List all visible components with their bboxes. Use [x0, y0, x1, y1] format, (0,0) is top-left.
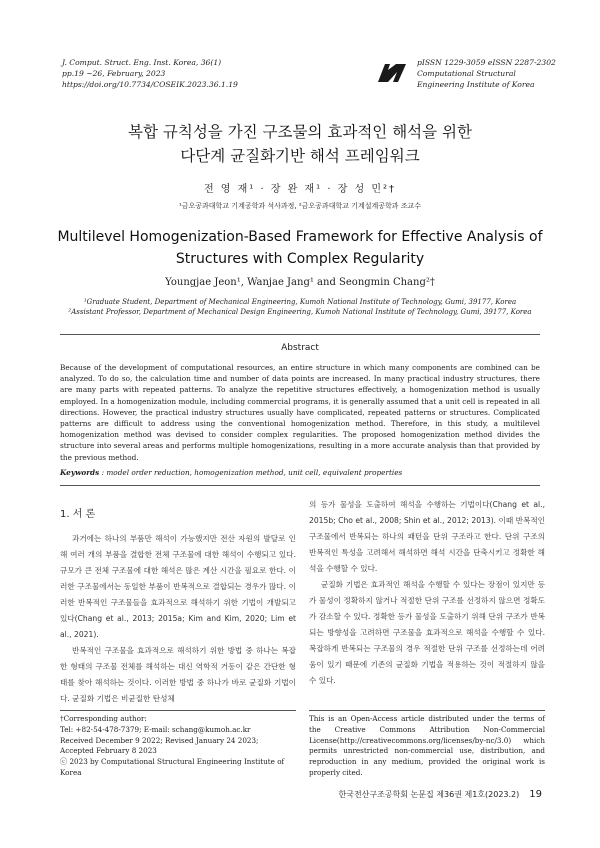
korean-title: [0, 120, 600, 168]
english-title: [0, 226, 600, 270]
contact-info: Tel: +82-54-478-7379; E-mail: schang@kumoh.ac.kr: [60, 724, 251, 734]
journal-doi[interactable]: https://doi.org/10.7734/COSEIK.2023.36.1.19: [62, 80, 238, 89]
intro-paragraph-1: 과거에는 하나의 부품만 해석이 가능했지만 전산 자원의 발달로 인해 여러 개의 부품을 결합한 전체 구조물에 대한 해석이 수행되고 있다. 규모가 큰 전체 구조물에 대한 해석은 많은 계산 시간을 필요로 한다. 이러한 구조물에서는 동일한 부품이 반복적으로 결합되는 경우가 많다. 이러한 반복적인 구조물들을 효과적으로 해석하기 위한 기법이 개발되고 있다(Chang et al., 2013; 2015a; Kim and Kim, 2020; Lim et al., 2021).: [60, 534, 296, 639]
journal-footer-text: 한국전산구조공학회 논문집 제36권 제1호(2023.2): [338, 790, 520, 799]
right-column-body: [309, 497, 545, 689]
cosek-logo-icon: [376, 62, 408, 84]
accepted-date: Accepted February 8 2023: [60, 746, 157, 756]
corresponding-author-label: †Corresponding author:: [60, 714, 147, 723]
affiliation-1: ¹Graduate Student, Department of Mechanical Engineering, Kumoh National Institute of Technology, Gumi, 39177, Korea: [83, 298, 517, 306]
abstract-bottom-rule: [60, 485, 540, 486]
english-title-line1: Multilevel Homogenization-Based Framework for Effective Analysis of: [57, 229, 543, 245]
abstract-body: Because of the development of computational resources, an entire structure in which many components are combined can be analyzed. To do so, the calculation time and number of data points are increased. In many practical industry structures, there are many parts with repeated patterns. To analyze the repetitive structures effectively, a homogenization method is usually employed. In a homogenization module, including commercial programs, it is generally assumed that a unit cell is repeated in all directions. However, the practical industry structures usually have complicated, repeated patterns or structures. Complicated patterns are difficult to address using the conventional homogenization method. Therefore, in this study, a multilevel homogenization method was devised to consider complex regularities. The proposed homogenization method divides the structure into several areas and performs multiple homogenizations, resulting in a more accurate analysis than that provided by the previous method.: [60, 363, 540, 462]
open-access-notice: This is an Open-Access article distributed under the terms of the Creative Commons Attribution Non-Commercial License(http://creativecommons.org/licenses/by-nc/3.0) which permits unrestricted non-commercial use, distribution, and reproduction in any medium, provided the original work is properly cited.: [309, 714, 545, 777]
affiliation-2: ²Assistant Professor, Department of Mechanical Design Engineering, Kumoh National Institute of Technology, Gumi, 39177, Korea: [68, 308, 532, 316]
journal-pages: pp.19 ~26, February, 2023: [62, 69, 166, 78]
intro-paragraph-4: 균질화 기법은 효과적인 해석을 수행할 수 있다는 장점이 있지만 등가 물성이 정확하지 않거나 적절한 단위 구조를 선정하지 않으면 정확도가 감소할 수 있다. 정확한 등가 물성을 도출하기 위해 단위 구조가 반복되는 방향성을 고려하면 구조물을 효과적으로 해석을 수행할 수 있다. 복잡하게 반복되는 구조물의 경우 적절한 단위 구조를 선정하는데 어려움이 있기 때문에 기존의 균질화 기법을 적용하는 것이 적절하지 않을 수 있다.: [309, 580, 545, 685]
keywords: [60, 468, 402, 477]
abstract-top-rule: [60, 334, 540, 335]
page-number: 19: [529, 789, 542, 800]
footnote-rule-left: [60, 710, 296, 711]
received-dates: Received December 9 2022; Revised January 24 2023;: [60, 735, 259, 745]
journal-header-left: [62, 57, 238, 90]
english-affiliation: [0, 297, 600, 317]
section-heading-introduction: 1. 서 론: [60, 509, 96, 520]
issn: pISSN 1229-3059 eISSN 2287-2302: [417, 58, 556, 67]
korean-authors: 전 영 재¹ · 장 완 재¹ · 장 성 민²†: [203, 184, 397, 195]
journal-header-right: [417, 57, 556, 90]
english-authors: Youngjae Jeon¹, Wanjae Jang¹ and Seongmin Chang²†: [165, 277, 435, 288]
abstract-heading: Abstract: [281, 343, 319, 353]
keywords-list: : model order reduction, homogenization method, unit cell, equivalent properties: [101, 468, 403, 477]
journal-footer: [338, 789, 542, 800]
corresponding-author-footnote: [60, 714, 296, 779]
footnote-rule-right: [309, 710, 545, 711]
intro-paragraph-3: 의 등가 물성을 도출하여 해석을 수행하는 기법이다(Chang et al., 2015b; Cho et al., 2008; Shin et al., 2012; 2013). 이때 반복적인 구조물에서 반복되는 하나의 패턴을 단위 구조라고 한다. 단위 구조의 반복적인 특성을 고려해서 해석하면 해석 시간을 단축시키고 정확한 해석을 수행할 수 있다.: [309, 500, 545, 573]
copyright: ⓒ 2023 by Computational Structural Engineering Institute of Korea: [60, 757, 285, 777]
society-name-line2: Engineering Institute of Korea: [417, 80, 535, 89]
left-column-body: [60, 531, 296, 707]
korean-affiliation: ¹금오공과대학교 기계공학과 석사과정, ²금오공과대학교 기계설계공학과 조교수: [178, 202, 422, 210]
english-title-line2: Structures with Complex Regularity: [175, 251, 425, 267]
society-name-line1: Computational Structural: [417, 69, 516, 78]
korean-title-line1: 복합 규칙성을 가진 구조물의 효과적인 해석을 위한: [128, 123, 472, 141]
intro-paragraph-2: 반복적인 구조물을 효과적으로 해석하기 위한 방법 중 하나는 복잡한 형태의 구조물 전체를 해석하는 대신 역학적 거동이 같은 간단한 형태를 찾아 해석하는 것이다. 이러한 방법 중 하나가 바로 균질화 기법이다. 균질화 기법은 비균질한 탄성체: [60, 646, 296, 703]
journal-citation: J. Comput. Struct. Eng. Inst. Korea, 36(1): [62, 58, 222, 67]
keywords-label: Keywords: [60, 468, 100, 477]
korean-title-line2: 다단계 균질화기반 해석 프레임워크: [180, 147, 420, 165]
